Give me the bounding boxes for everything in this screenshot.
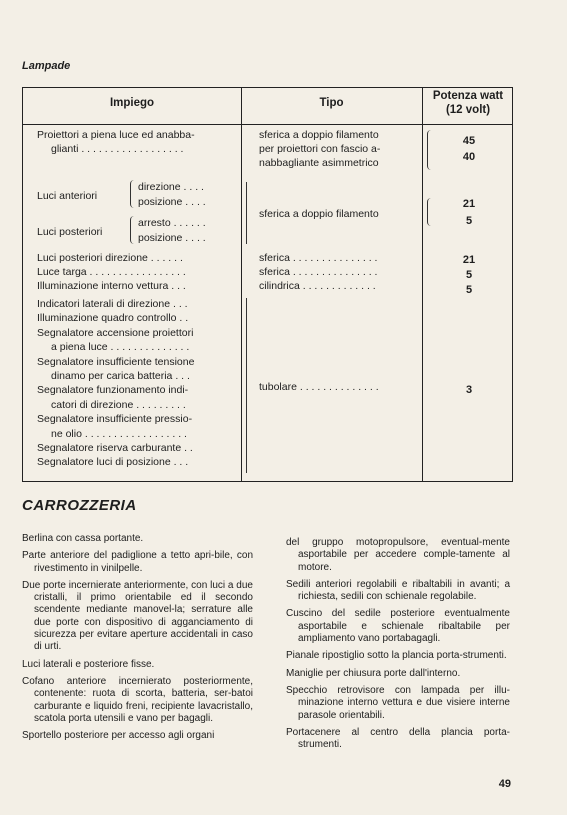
g3-tipo-3: cilindrica . . . . . . . . . . . . . [259, 280, 376, 292]
lamp-table [22, 87, 513, 482]
bracket [246, 298, 247, 473]
g2-potenza-1: 21 [462, 198, 476, 210]
g4-impiego-row: Segnalatore luci di posizione . . . [37, 456, 189, 469]
column-divider [422, 88, 423, 481]
g4-impiego-row: ne olio . . . . . . . . . . . . . . . . . . [51, 427, 187, 440]
body-paragraph: Pianale ripostiglio sotto la plancia porta-strumenti. [286, 650, 507, 662]
g1-impiego-2: glianti . . . . . . . . . . . . . . . . . . [51, 143, 184, 155]
g3-potenza-1: 21 [462, 254, 476, 266]
g2-tipo: sferica a doppio filamento [259, 208, 379, 220]
header-tipo: Tipo [319, 97, 344, 109]
g4-impiego-row: dinamo per carica batteria . . . [51, 370, 190, 382]
g4-impiego-row: a piena luce . . . . . . . . . . . . . . [51, 341, 190, 354]
posteriori-arresto: arresto . . . . . . [138, 217, 206, 229]
g1-tipo-2: per proiettori con fascio a- [259, 143, 381, 155]
carrozzeria-title: CARROZZERIA [22, 497, 137, 514]
g3-tipo-1: sferica . . . . . . . . . . . . . . . [259, 252, 378, 264]
carrozzeria-left-column [22, 533, 253, 747]
g1-tipo-1: sferica a doppio filamento [259, 129, 379, 141]
anteriori-direzione: direzione . . . . [138, 181, 204, 193]
g1-potenza-2: 40 [462, 151, 476, 163]
section-title: Lampade [22, 60, 71, 72]
body-paragraph: Cuscino del sedile posteriore eventualmente asportabile e schienale ribaltabile per ampliamento vano portabagagli. [286, 608, 510, 645]
body-paragraph: Specchio retrovisore con lampada per illu-minazione interno vettura e due visiere interne parasole orientabili. [286, 684, 510, 721]
body-paragraph: Maniglie per chiusura porte dall'interno. [286, 667, 461, 679]
g3-impiego-2: Luce targa . . . . . . . . . . . . . . . . . [37, 266, 186, 278]
g3-impiego-1: Luci posteriori direzione . . . . . . [37, 252, 183, 264]
brace [130, 180, 136, 208]
header-impiego: Impiego [109, 97, 155, 109]
g3-potenza-3: 5 [465, 284, 473, 296]
g1-potenza-1: 45 [462, 135, 476, 147]
g4-impiego-row: catori di direzione . . . . . . . . . [51, 398, 186, 411]
g1-tipo-3: nabbagliante asimmetrico [259, 157, 379, 169]
g1-impiego-1: Proiettori a piena luce ed anabba- [37, 129, 195, 141]
anteriori-posizione: posizione . . . . [138, 196, 206, 208]
g4-impiego-row: Segnalatore funzionamento indi- [37, 384, 189, 397]
body-paragraph: Sedili anteriori regolabili e ribaltabili in avanti; a richiesta, sedili con schienale regolabile. [286, 578, 510, 603]
g3-impiego-3: Illuminazione interno vettura . . . [37, 280, 186, 292]
brace [130, 216, 136, 244]
carrozzeria-right-column [286, 537, 510, 756]
g4-impiego-row: Indicatori laterali di direzione . . . [37, 298, 188, 310]
luci-anteriori-label: Luci anteriori [37, 190, 98, 202]
body-paragraph: Berlina con cassa portante. [22, 533, 144, 544]
luci-posteriori-label: Luci posteriori [37, 226, 103, 238]
g4-impiego-row: Segnalatore riserva carburante . . [37, 442, 193, 454]
g4-potenza: 3 [465, 384, 473, 396]
g3-potenza-2: 5 [465, 269, 473, 281]
header-separator [23, 124, 512, 125]
g4-impiego-row: Segnalatore insufficiente pressio- [37, 413, 193, 426]
body-paragraph: Portacenere al centro della plancia porta-strumenti. [286, 726, 510, 751]
body-paragraph: Sportello posteriore per accesso agli organi [22, 730, 215, 742]
header-potenza [422, 89, 514, 117]
g3-tipo-2: sferica . . . . . . . . . . . . . . . [259, 266, 378, 278]
g4-impiego-row: Illuminazione quadro controllo . . [37, 312, 189, 325]
posteriori-posizione: posizione . . . . [138, 232, 206, 244]
body-paragraph: Cofano anteriore incernierato posteriormente, contenente: ruota di scorta, batteria, ser-batoi carburante e liquido freni, recipiente lavacristallo, scatola porta utensili e vano per bagagli. [22, 675, 253, 724]
body-paragraph: Parte anteriore del padiglione a tetto apri-bile, con rivestimento in vinilpelle. [22, 550, 253, 574]
brace [427, 130, 433, 170]
body-paragraph: Luci laterali e posteriore fisse. [22, 658, 155, 670]
g4-impiego-row: Segnalatore insufficiente tensione [37, 355, 195, 368]
g2-potenza-2: 5 [465, 215, 473, 227]
bracket [246, 182, 247, 244]
header-potenza-line2: (12 volt) [445, 104, 491, 116]
page-number: 49 [498, 778, 511, 790]
body-paragraph: del gruppo motopropulsore, eventual-mente asportabile per accedere comple-tamente al motore. [286, 537, 510, 573]
body-paragraph: Due porte incernierate anteriormente, con luci a due cristalli, il primo orientabile ed il secondo scendente mediante manovel-la; serrature alle due porte con dispositivo di agganciamento di sicurezza per evitare aperture accidentali in caso di urti. [22, 579, 253, 653]
header-potenza-line1: Potenza watt [432, 90, 504, 102]
g4-tipo: tubolare . . . . . . . . . . . . . . [259, 381, 379, 393]
brace [427, 198, 433, 226]
column-divider [241, 88, 242, 481]
g4-impiego-row: Segnalatore accensione proiettori [37, 326, 194, 339]
